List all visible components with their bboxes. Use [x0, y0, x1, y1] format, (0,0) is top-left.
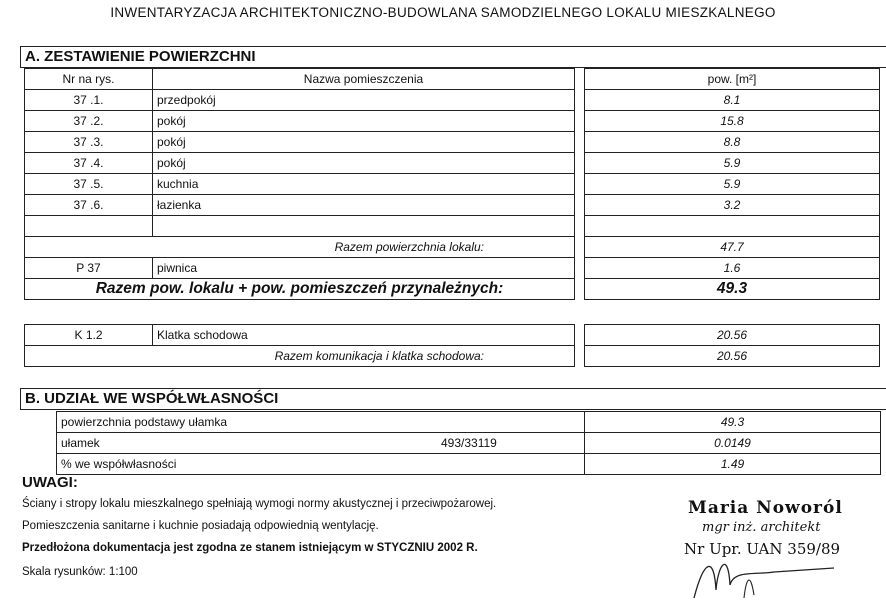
storage-row	[25, 258, 575, 279]
subtotal-value: 47.7	[585, 237, 880, 258]
note-line: Pomieszczenia sanitarne i kuchnie posiadają odpowiednią wentylację.	[22, 520, 379, 532]
stamp-license: Nr Upr. UAN 359/89	[684, 540, 841, 558]
note-line: Skala rysunków: 1:100	[22, 566, 138, 578]
document-title: INWENTARYZACJA ARCHITEKTONICZNO-BUDOWLANA SAMODZIELNEGO LOKALU MIESZKALNEGO	[110, 5, 776, 20]
subtotal-row	[25, 237, 575, 258]
grand-total-label: Razem pow. lokalu + pow. pomieszczeń przynależnych:	[25, 279, 575, 300]
room-name: łazienka	[153, 195, 575, 216]
column-header-nr: Nr na rys.	[25, 69, 153, 90]
area-table	[24, 68, 575, 300]
share-table	[56, 411, 881, 475]
share-value: 1.49	[585, 454, 881, 475]
room-nr: 37 .1.	[25, 90, 153, 111]
stairs-total-label: Razem komunikacja i klatka schodowa:	[25, 346, 575, 367]
table-row	[57, 412, 881, 433]
table-row	[25, 132, 575, 153]
stairs-total-row	[25, 346, 575, 367]
room-area: 8.1	[585, 90, 880, 111]
stairs-row	[25, 325, 575, 346]
share-label: powierzchnia podstawy ułamka	[57, 412, 585, 433]
table-row	[25, 153, 575, 174]
grand-total-row	[25, 279, 575, 300]
stamp-name: Maria Noworól	[688, 498, 843, 518]
room-area: 5.9	[585, 153, 880, 174]
table-row	[25, 195, 575, 216]
storage-nr: P 37	[25, 258, 153, 279]
room-area: 5.9	[585, 174, 880, 195]
table-header-row	[25, 69, 575, 90]
table-row	[25, 90, 575, 111]
notes-heading: UWAGI:	[22, 474, 78, 491]
room-nr: 37 .5.	[25, 174, 153, 195]
stairs-values-column	[584, 324, 880, 367]
share-value: 49.3	[585, 412, 881, 433]
room-name: pokój	[153, 111, 575, 132]
table-row	[25, 174, 575, 195]
note-line: Ściany i stropy lokalu mieszkalnego spełniają wymogi normy akustycznej i przeciwpożarowej.	[22, 498, 497, 510]
section-b-heading: B. UDZIAŁ WE WSPÓŁWŁASNOŚCI	[20, 388, 886, 410]
signature-scribble	[684, 550, 864, 600]
note-line: Przedłożona dokumentacja jest zgodna ze stanem istniejącym w STYCZNIU 2002 R.	[22, 542, 478, 554]
share-label: ułamek	[61, 436, 100, 450]
share-value: 0.0149	[585, 433, 881, 454]
empty-row	[25, 216, 575, 237]
area-values-column	[584, 68, 880, 300]
section-a-heading: A. ZESTAWIENIE POWIERZCHNI	[20, 46, 886, 68]
room-area: 8.8	[585, 132, 880, 153]
table-row	[57, 433, 881, 454]
room-name: pokój	[153, 132, 575, 153]
grand-total-value: 49.3	[585, 279, 880, 300]
room-area: 3.2	[585, 195, 880, 216]
room-name: pokój	[153, 153, 575, 174]
stairs-area: 20.56	[585, 325, 880, 346]
room-area: 15.8	[585, 111, 880, 132]
stairs-table	[24, 324, 575, 367]
room-name: przedpokój	[153, 90, 575, 111]
stamp-title: mgr inż. architekt	[702, 520, 821, 535]
room-nr: 37 .4.	[25, 153, 153, 174]
table-row	[57, 454, 881, 475]
storage-area: 1.6	[585, 258, 880, 279]
stairs-total-value: 20.56	[585, 346, 880, 367]
subtotal-label: Razem powierzchnia lokalu:	[25, 237, 575, 258]
room-nr: 37 .6.	[25, 195, 153, 216]
stairs-name: Klatka schodowa	[153, 325, 575, 346]
table-row	[25, 111, 575, 132]
stairs-nr: K 1.2	[25, 325, 153, 346]
room-name: kuchnia	[153, 174, 575, 195]
storage-name: piwnica	[153, 258, 575, 279]
share-fraction: 493/33119	[441, 436, 497, 450]
share-label: % we współwłasności	[57, 454, 585, 475]
room-nr: 37 .2.	[25, 111, 153, 132]
column-header-area: pow. [m²]	[585, 69, 880, 90]
room-nr: 37 .3.	[25, 132, 153, 153]
column-header-name: Nazwa pomieszczenia	[153, 69, 575, 90]
